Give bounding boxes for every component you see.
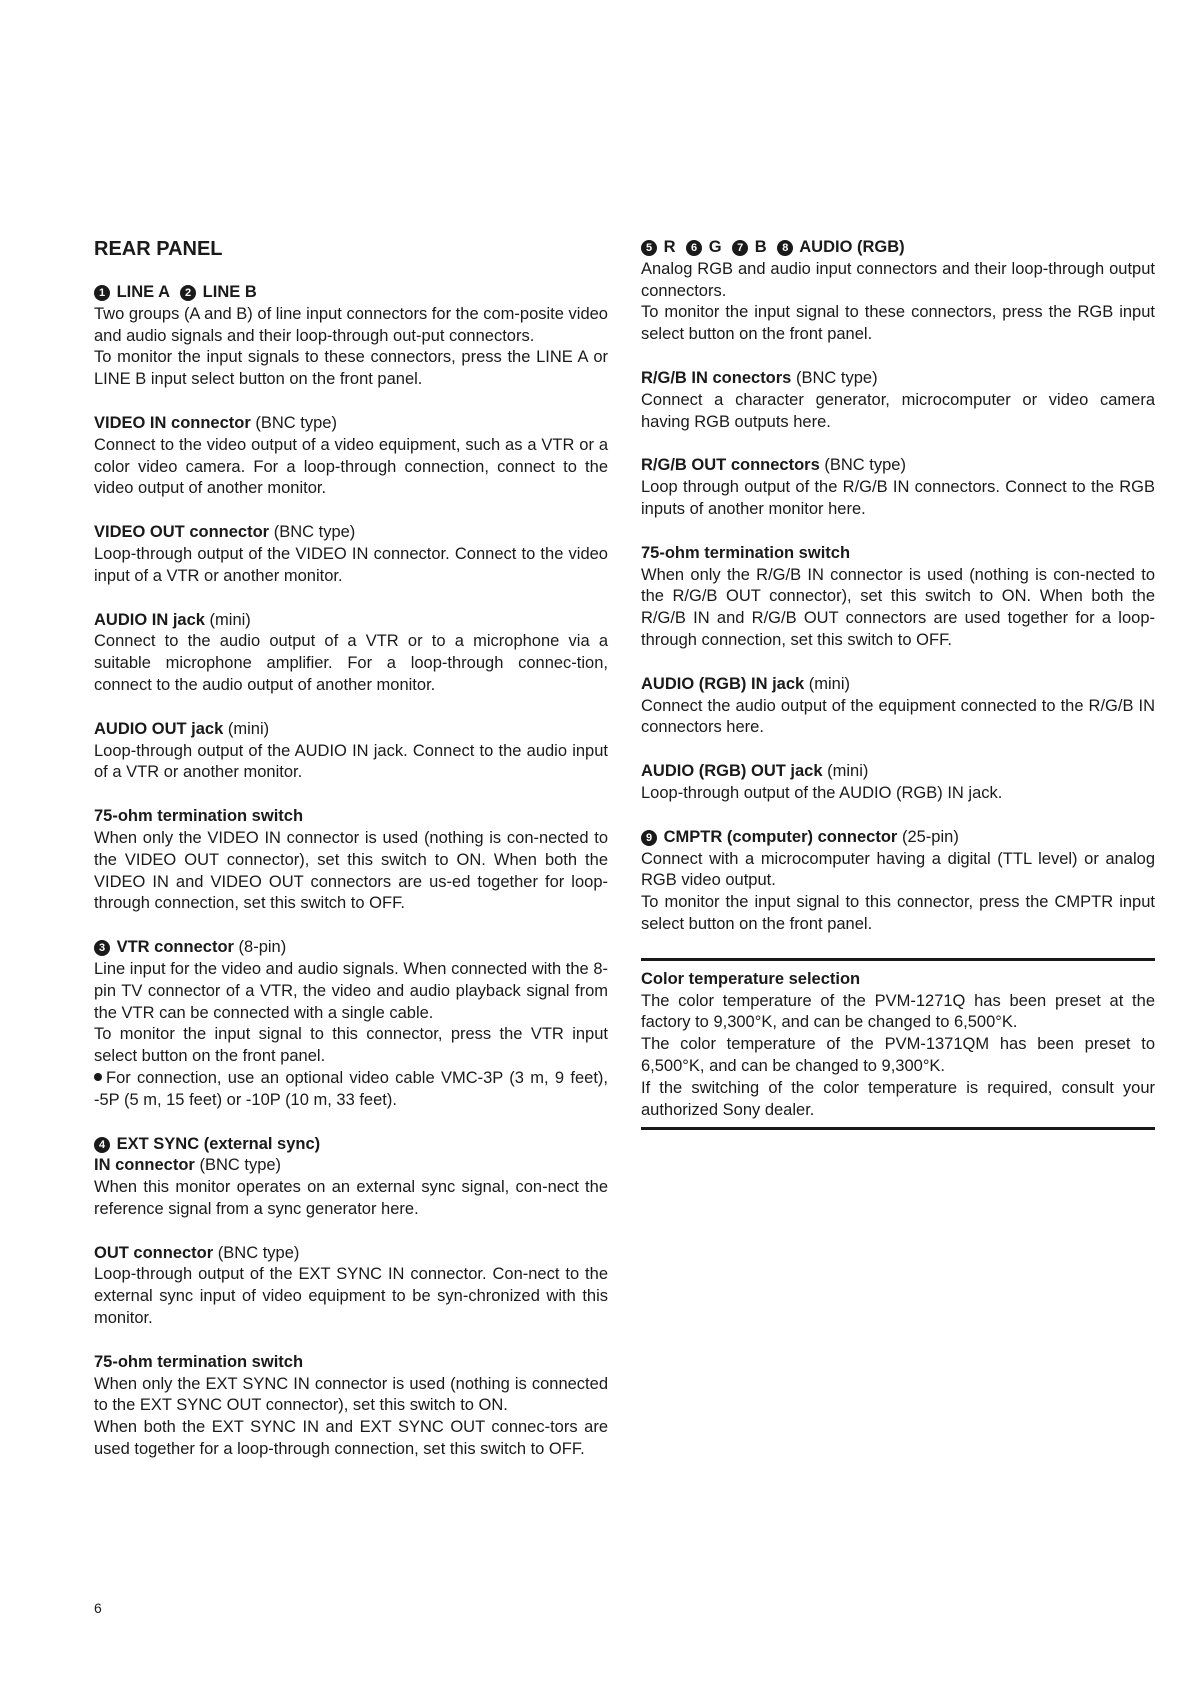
section-heading (94, 1243, 608, 1265)
heading-text: R (663, 238, 676, 256)
heading-note: (BNC type) (273, 523, 356, 542)
left-column (94, 237, 608, 1483)
paragraph: The color temperature of the PVM-1371QM has been preset to 6,500°K, and can be changed to 9,300°K. (641, 1035, 1155, 1075)
number-badge: 5 (641, 240, 657, 256)
section-heading (641, 761, 1155, 783)
heading-text: AUDIO (RGB) IN jack (641, 674, 805, 693)
heading-note: (mini) (209, 610, 251, 629)
number-badge: 8 (777, 240, 793, 256)
bullet-item (94, 1068, 608, 1112)
heading-note: (BNC type) (824, 456, 906, 475)
heading-text: R/G/B IN conectors (641, 368, 792, 387)
sub-heading (94, 1155, 608, 1177)
heading-text: VTR connector (116, 938, 234, 957)
paragraph: When this monitor operates on an external sync signal, con-nect the reference signal from a sync generator here. (94, 1178, 608, 1218)
heading-text: AUDIO (RGB) (799, 238, 905, 256)
paragraph: To monitor the input signal to these connectors, press the RGB input select button on the front panel. (641, 303, 1155, 344)
section-heading: Color temperature selection (641, 969, 861, 988)
color-temperature-box (641, 958, 1155, 1131)
section-rgb (641, 237, 1155, 346)
number-badge: 1 (94, 285, 110, 301)
section-heading (641, 237, 1155, 259)
section-heading (94, 937, 608, 959)
paragraph: Connect with a microcomputer having a digital (TTL level) or analog RGB video output. (641, 849, 1155, 890)
heading-note: (mini) (827, 762, 869, 781)
heading-text: AUDIO IN jack (94, 610, 205, 629)
heading-text: VIDEO OUT connector (94, 523, 270, 542)
paragraph: Connect a character generator, microcomputer or video camera having RGB outputs here. (641, 390, 1155, 431)
heading-note: (8-pin) (238, 938, 287, 957)
section-cmptr (641, 827, 1155, 936)
bullet-text: For connection, use an optional video cable VMC-3P (3 m, 9 feet), -5P (5 m, 15 feet) or -10P (10 m, 33 feet). (94, 1068, 608, 1109)
paragraph: Loop-through output of the VIDEO IN connector. Connect to the video input of a VTR or another monitor. (94, 544, 608, 585)
section-vtr (94, 937, 608, 1111)
heading-note: (mini) (227, 719, 270, 738)
section-heading (94, 522, 608, 544)
paragraph: Loop-through output of the AUDIO (RGB) IN jack. (641, 783, 1003, 802)
paragraph: Loop-through output of the EXT SYNC IN connector. Con-nect to the external sync input of video equipment to be syn-chronized with this monitor. (94, 1265, 608, 1328)
heading-note: (BNC type) (255, 413, 337, 432)
section-termination-video (94, 806, 608, 915)
right-column (641, 237, 1155, 1152)
paragraph: To monitor the input signal to this connector, press the VTR input select button on the front panel. (94, 1025, 608, 1066)
paragraph: Connect the audio output of the equipment connected to the R/G/B IN connectors here. (641, 696, 1155, 737)
section-heading (94, 719, 608, 741)
heading-text: LINE B (202, 283, 257, 301)
section-audio-out (94, 719, 608, 784)
section-video-in (94, 413, 608, 500)
section-heading (641, 827, 1155, 849)
heading-note: (mini) (808, 674, 851, 693)
paragraph: Loop through output of the R/G/B IN connectors. Connect to the RGB inputs of another monitor here. (641, 478, 1155, 518)
section-audio-rgb-out (641, 761, 1155, 805)
section-termination-rgb (641, 543, 1155, 652)
number-badge: 2 (180, 285, 196, 301)
section-rgb-out (641, 455, 1155, 520)
paragraph: Connect to the video output of a video equipment, such as a VTR or a color video camera. For a loop-through connection, connect to the video output of another monitor. (94, 435, 608, 498)
heading-text: IN connector (94, 1156, 195, 1175)
paragraph: Two groups (A and B) of line input connectors for the com-posite video and audio signals and their loop-through out-put connectors. (94, 304, 608, 345)
section-termination-sync (94, 1352, 608, 1461)
page-title: REAR PANEL (94, 238, 223, 260)
section-audio-in (94, 610, 608, 697)
paragraph: When only the R/G/B IN connector is used (nothing is con-nected to the R/G/B OUT connector), set this switch to ON. When both the R/G/B IN and R/G/B OUT connectors are used together for a loop-through connection, set this switch to OFF. (641, 565, 1155, 649)
paragraph: When only the EXT SYNC IN connector is used (nothing is connected to the EXT SYNC OUT connector), set this switch to ON. (94, 1374, 608, 1415)
section-heading (94, 413, 608, 435)
heading-text: G (708, 238, 722, 256)
section-line-ab (94, 282, 608, 391)
section-ext-out (94, 1243, 608, 1330)
paragraph: Line input for the video and audio signals. When connected with the 8-pin TV connector of a VTR, the video and audio playback signal from the VTR can be connected with a single cable. (94, 959, 608, 1022)
section-heading: 75-ohm termination switch (94, 1352, 304, 1371)
paragraph: The color temperature of the PVM-1271Q has been preset at the factory to 9,300°K, and can be changed to 6,500°K. (641, 991, 1155, 1032)
section-video-out (94, 522, 608, 587)
section-heading: 75-ohm termination switch (641, 543, 851, 562)
section-heading (641, 674, 1155, 696)
heading-text: B (754, 238, 767, 256)
paragraph: When only the VIDEO IN connector is used (nothing is con-nected to the VIDEO OUT connector), set this switch to ON. When both the VIDEO IN and VIDEO OUT connectors are us-ed together for loop-through connection, set this switch to OFF. (94, 828, 608, 913)
paragraph: To monitor the input signals to these connectors, press the LINE A or LINE B input select button on the front panel. (94, 348, 608, 389)
number-badge: 6 (686, 240, 702, 256)
heading-note: (BNC type) (795, 368, 878, 387)
heading-text: EXT SYNC (external sync) (116, 1134, 321, 1153)
section-heading (94, 282, 608, 304)
heading-text: CMPTR (computer) connector (663, 827, 898, 846)
number-badge: 4 (94, 1137, 110, 1153)
heading-text: OUT connector (94, 1243, 214, 1262)
section-heading (94, 610, 608, 632)
heading-text: AUDIO (RGB) OUT jack (641, 762, 823, 781)
heading-text: AUDIO OUT jack (94, 719, 224, 738)
section-heading (94, 1134, 608, 1156)
section-heading (641, 455, 1155, 477)
paragraph: To monitor the input signal to this connector, press the CMPTR input select button on the front panel. (641, 893, 1155, 933)
section-heading (641, 368, 1155, 390)
heading-note: (BNC type) (199, 1156, 282, 1175)
number-badge: 9 (641, 830, 657, 846)
number-badge: 3 (94, 940, 110, 956)
bullet-icon (94, 1073, 102, 1081)
heading-text: R/G/B OUT connectors (641, 456, 820, 475)
section-rgb-in (641, 368, 1155, 433)
heading-note: (BNC type) (217, 1243, 300, 1262)
section-ext-sync (94, 1134, 608, 1221)
section-audio-rgb-in (641, 674, 1155, 739)
heading-note: (25-pin) (901, 827, 959, 846)
paragraph: Connect to the audio output of a VTR or to a microphone via a suitable microphone amplifier. For a loop-through connec-tion, connect to the audio output of another monitor. (94, 632, 608, 694)
section-heading: 75-ohm termination switch (94, 807, 304, 826)
number-badge: 7 (732, 240, 748, 256)
paragraph: When both the EXT SYNC IN and EXT SYNC OUT connec-tors are used together for a loop-through connection, set this switch to OFF. (94, 1418, 608, 1459)
heading-text: VIDEO IN connector (94, 413, 251, 432)
heading-text: LINE A (116, 283, 170, 301)
page-number: 6 (94, 1600, 102, 1616)
paragraph: Loop-through output of the AUDIO IN jack. Connect to the audio input of a VTR or another monitor. (94, 741, 608, 782)
paragraph: If the switching of the color temperature is required, consult your authorized Sony dealer. (641, 1078, 1155, 1119)
paragraph: Analog RGB and audio input connectors and their loop-through output connectors. (641, 259, 1155, 300)
